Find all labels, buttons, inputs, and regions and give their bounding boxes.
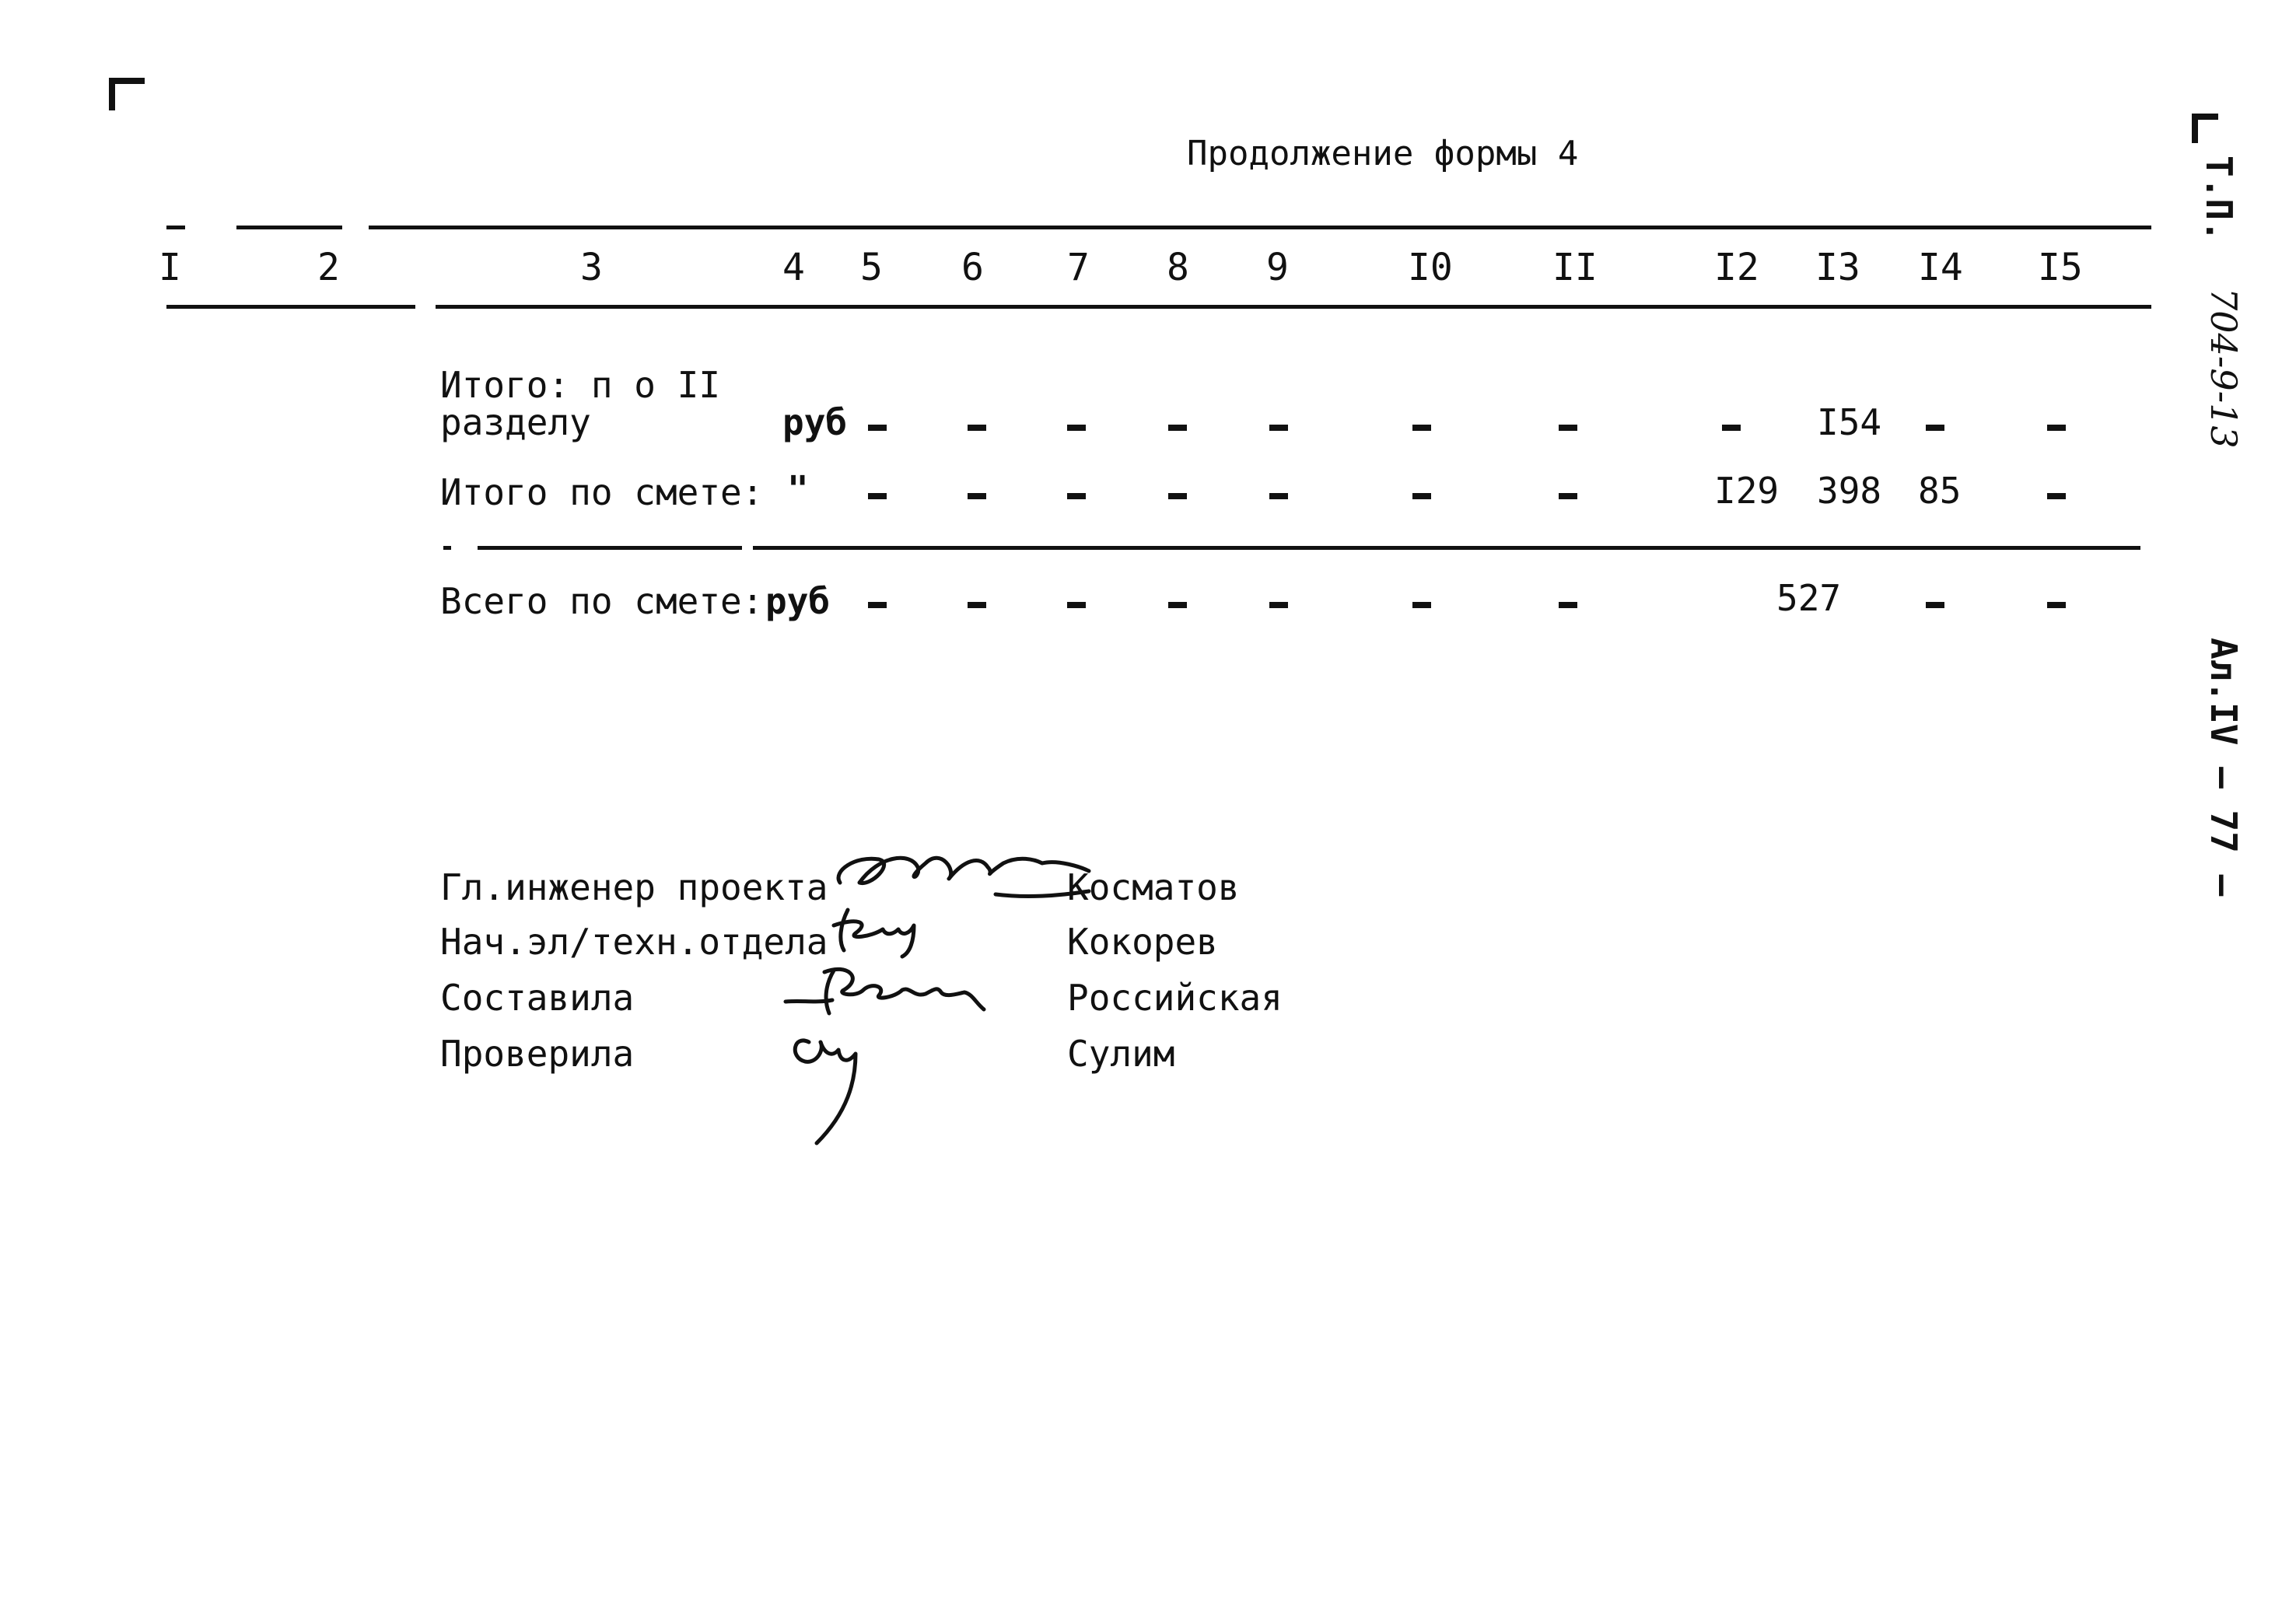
- col-header-15: I5: [2038, 246, 2083, 289]
- cell-dash: [1559, 602, 1577, 608]
- cell-12-value: I29: [1714, 470, 1780, 512]
- cell-dash: [1067, 425, 1086, 431]
- side-label-tp: Т.П.: [2198, 156, 2240, 242]
- signature-name: Косматов: [1067, 866, 1240, 908]
- row-label: Итого по смете:: [440, 471, 764, 513]
- cell-13-value: 398: [1817, 470, 1882, 512]
- cell-dash: [968, 602, 986, 608]
- cell-12-13-value: 527: [1776, 577, 1842, 619]
- total-separator-c: [753, 546, 2140, 550]
- cell-dash: [868, 602, 887, 608]
- signature-name: Сулим: [1067, 1033, 1175, 1075]
- cell-dash: [1926, 602, 1944, 608]
- corner-mark-left: [109, 78, 145, 110]
- col-header-6: 6: [961, 246, 984, 289]
- signature-role: Составила: [440, 977, 635, 1019]
- cell-dash: [1926, 425, 1944, 431]
- header-top-line-c: [369, 226, 2151, 229]
- signature-role: Проверила: [440, 1033, 635, 1075]
- row-unit: руб: [765, 580, 831, 622]
- row-unit: руб: [782, 401, 848, 443]
- header-bottom-line-a: [166, 305, 415, 309]
- col-header-7: 7: [1067, 246, 1090, 289]
- cell-dash: [868, 493, 887, 499]
- cell-dash: [1168, 602, 1187, 608]
- cell-14-value: 85: [1918, 470, 1962, 512]
- cell-dash: [1412, 493, 1431, 499]
- col-header-8: 8: [1167, 246, 1189, 289]
- col-header-9: 9: [1266, 246, 1289, 289]
- cell-dash: [1722, 425, 1741, 431]
- total-separator-a: [443, 546, 451, 550]
- header-top-line-b: [236, 226, 342, 229]
- cell-dash: [1269, 493, 1288, 499]
- row-label: Всего по смете:: [440, 580, 764, 622]
- signature-role: Нач.эл/техн.отдела: [440, 921, 828, 963]
- header-top-line-a: [166, 226, 185, 229]
- header-bottom-line-b: [436, 305, 2151, 309]
- col-header-14: I4: [1918, 246, 1963, 289]
- cell-dash: [1269, 425, 1288, 431]
- row-label-cont: разделу: [440, 401, 591, 443]
- signature-name: Кокорев: [1067, 921, 1218, 963]
- cell-dash: [1412, 425, 1431, 431]
- cell-dash: [968, 493, 986, 499]
- col-header-10: I0: [1408, 246, 1453, 289]
- cell-dash: [968, 425, 986, 431]
- total-separator-b: [478, 546, 742, 550]
- cell-dash: [1168, 425, 1187, 431]
- col-header-4: 4: [782, 246, 805, 289]
- col-header-12: I2: [1714, 246, 1759, 289]
- cell-dash: [1559, 493, 1577, 499]
- cell-dash: [1067, 493, 1086, 499]
- page-title: Продолжение формы 4: [1187, 134, 1579, 173]
- col-header-11: II: [1552, 246, 1598, 289]
- signature-name: Российская: [1067, 977, 1283, 1019]
- cell-dash: [1412, 602, 1431, 608]
- cell-dash: [2047, 602, 2066, 608]
- row-label: Итого: п о II: [440, 364, 721, 406]
- row-unit: ": [787, 468, 809, 510]
- side-label-code: 704-9-13: [2203, 288, 2245, 449]
- signature-role: Гл.инженер проекта: [440, 866, 828, 908]
- cell-dash: [1559, 425, 1577, 431]
- col-header-13: I3: [1815, 246, 1860, 289]
- cell-dash: [2047, 493, 2066, 499]
- col-header-3: 3: [580, 246, 603, 289]
- cell-13-value: I54: [1817, 401, 1882, 443]
- cell-dash: [2047, 425, 2066, 431]
- cell-dash: [868, 425, 887, 431]
- corner-mark-right: [2192, 114, 2218, 143]
- signature-scribble-chief-engineer: [824, 840, 1104, 910]
- col-header-5: 5: [860, 246, 883, 289]
- side-label-album: Ал.IV — 77 —: [2203, 638, 2245, 897]
- col-header-1: I: [159, 246, 181, 289]
- signature-scribble-checker: [778, 1011, 902, 1151]
- cell-dash: [1067, 602, 1086, 608]
- col-header-2: 2: [317, 246, 340, 289]
- cell-dash: [1168, 493, 1187, 499]
- cell-dash: [1269, 602, 1288, 608]
